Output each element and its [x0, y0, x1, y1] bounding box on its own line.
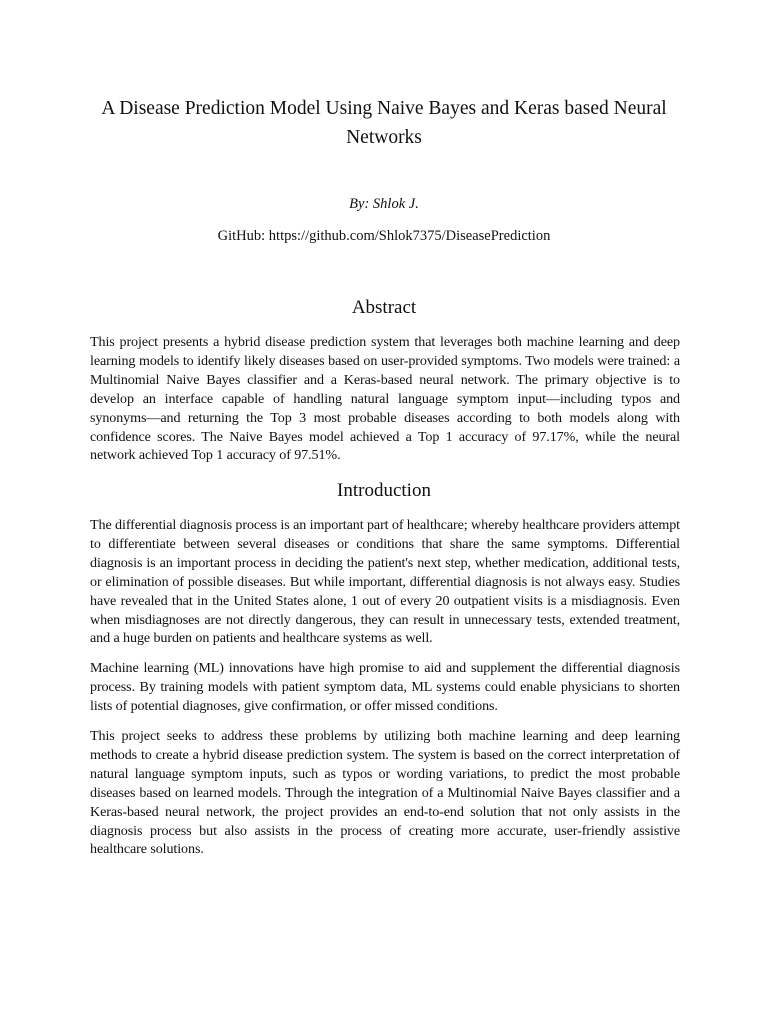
- paper-title: A Disease Prediction Model Using Naive Bayes and Keras based Neural Networks: [101, 98, 667, 148]
- github-link-text: GitHub: https://github.com/Shlok7375/DiseasePrediction: [217, 228, 551, 244]
- introduction-heading: Introduction: [337, 480, 431, 501]
- abstract-heading: Abstract: [351, 297, 417, 318]
- introduction-paragraph-2: Machine learning (ML) innovations have high promise to aid and supplement the differential diagnosis process. By training models with patient symptom data, ML systems could enable physicians to shorten lists of potential diagnoses, give confirmation, or offer missed conditions.: [90, 660, 680, 714]
- introduction-paragraph-3: This project seeks to address these problems by utilizing both machine learning and deep learning methods to create a hybrid disease prediction system. The system is based on the correct interpretation of natural language symptom inputs, such as typos or wording variations, to predict the most probable diseases based on learned models. Through the integration of a Multinomial Naive Bayes classifier and a Keras-based neural network, the project provides an end-to-end solution that not only assists in the diagnosis process but also assists in the process of creating more accurate, user-friendly assistive healthcare solutions.: [90, 728, 680, 858]
- author-byline: By: Shlok J.: [349, 196, 419, 212]
- abstract-paragraph: This project presents a hybrid disease prediction system that leverages both machine learning and deep learning models to identify likely diseases based on user-provided symptoms. Two models were trained: a Multinomial Naive Bayes classifier and a Keras-based neural network. The primary objective is to develop an interface capable of handling natural language symptom input—including typos and synonyms—and returning the Top 3 most probable diseases according to both models along with confidence scores. The Naive Bayes model achieved a Top 1 accuracy of 97.17%, while the neural network achieved Top 1 accuracy of 97.51%.: [90, 334, 680, 464]
- introduction-paragraph-1: The differential diagnosis process is an important part of healthcare; whereby healthcare providers attempt to differentiate between several diseases or conditions that share the same symptoms. Differential diagnosis is an important process in deciding the patient's next step, whether medication, additional tests, or elimination of possible diseases. But while important, differential diagnosis is not always easy. Studies have revealed that in the United States alone, 1 out of every 20 outpatient visits is a misdiagnosis. Even when misdiagnoses are not directly dangerous, they can result in unnecessary tests, extended treatment, and a huge burden on patients and healthcare systems as well.: [90, 517, 680, 647]
